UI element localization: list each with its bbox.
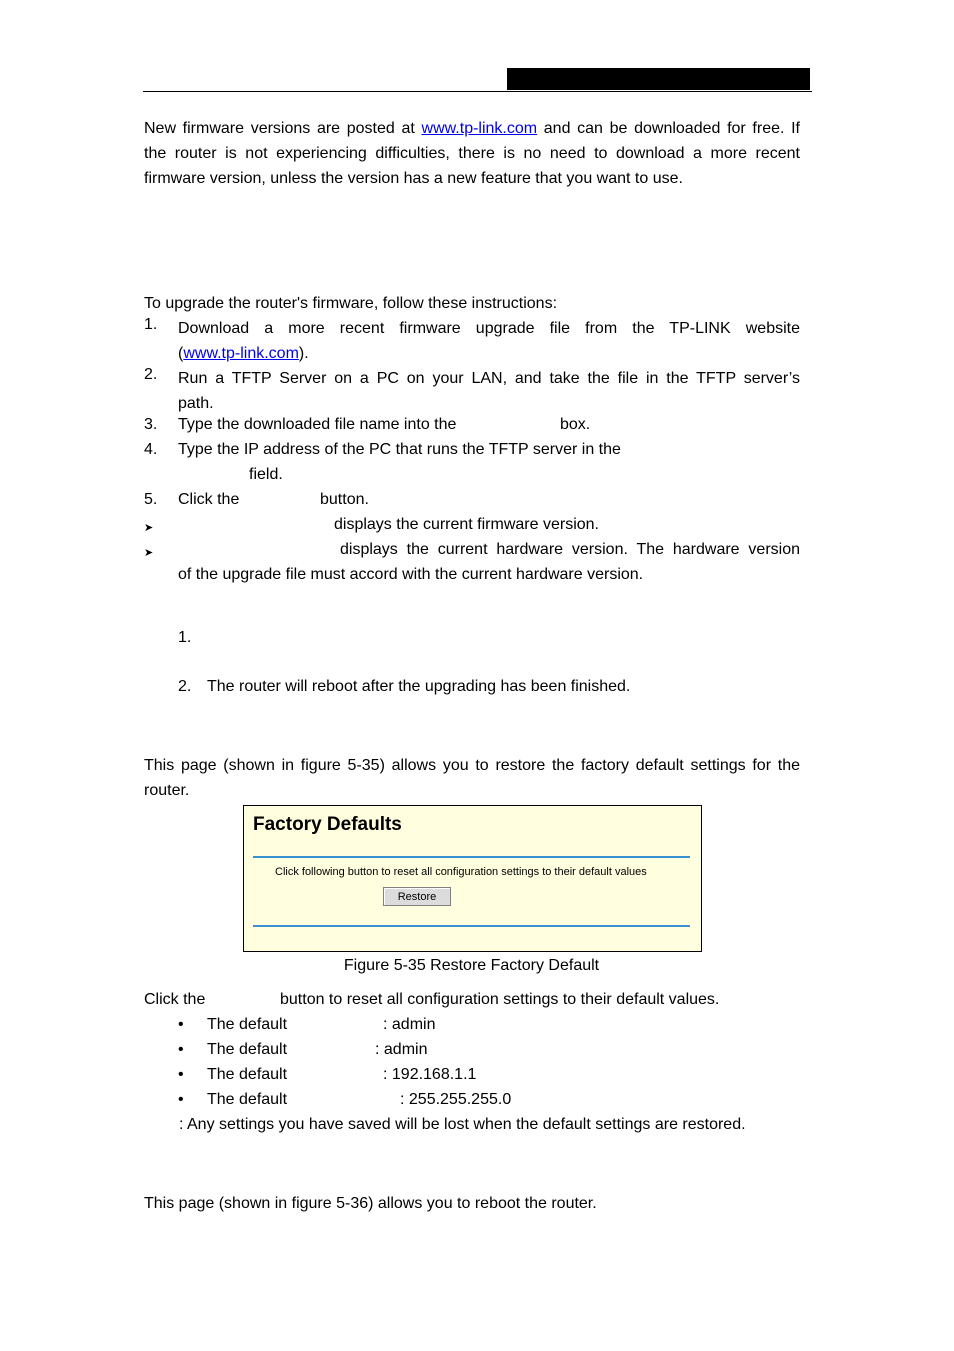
step-5-text: Click the: [178, 491, 240, 508]
step-5-text-end: button.: [320, 491, 369, 508]
bullet-icon: •: [178, 1066, 184, 1083]
step-text: (: [178, 345, 184, 362]
factory-defaults-title: Factory Defaults: [253, 814, 402, 835]
figure-top-rule: [253, 856, 690, 858]
factory-defaults-instruction: Click following button to reset all configuration settings to their default values: [275, 866, 647, 878]
figure-bottom-rule: [253, 925, 690, 927]
step-3-text: Type the downloaded file name into the: [178, 416, 457, 433]
step-4-line-1: Type the IP address of the PC that runs the TFTP server in the: [178, 441, 621, 458]
restore-intro-line-1: This page (shown in figure 5-35) allows you to restore the factory default settings for the: [144, 757, 800, 774]
default-item-value: : 255.255.255.0: [400, 1091, 512, 1108]
step-number: 4.: [144, 441, 158, 458]
header-rule: [143, 91, 812, 92]
step-text: ).: [298, 345, 309, 362]
hardware-version-note-line-2: of the upgrade file must accord with the current hardware version.: [178, 566, 644, 583]
restore-button[interactable]: Restore: [383, 887, 451, 906]
note-2-text: The router will reboot after the upgrading has been finished.: [207, 678, 631, 695]
upgrade-lead: To upgrade the router's firmware, follow these instructions:: [144, 295, 558, 312]
note-number: 1.: [178, 629, 192, 646]
factory-defaults-figure: [243, 805, 702, 952]
intro-line-2: the router is not experiencing difficulties, there is no need to download a more recent: [144, 145, 800, 162]
default-item-label: The default: [207, 1041, 288, 1058]
firmware-version-note: displays the current firmware version.: [334, 516, 599, 533]
step-2-line-2: path.: [178, 395, 214, 412]
step-number: 3.: [144, 416, 158, 433]
intro-text: and can be downloaded for free. If: [537, 120, 801, 137]
figure-caption: Figure 5-35 Restore Factory Default: [343, 957, 600, 974]
step-number: 2.: [144, 366, 158, 383]
default-item-label: The default: [207, 1091, 288, 1108]
step-number: 1.: [144, 316, 158, 333]
restore-intro-line-2: router.: [144, 782, 190, 799]
default-item-value: : admin: [375, 1041, 428, 1058]
intro-line-3: firmware version, unless the version has a new feature that you want to use.: [144, 170, 683, 187]
restore-warning-note: : Any settings you have saved will be lost when the default settings are restored.: [179, 1116, 746, 1133]
step-1-line-1: Download a more recent firmware upgrade file from the TP-LINK website: [178, 320, 800, 337]
arrow-bullet-icon: ➤: [144, 547, 154, 559]
bullet-icon: •: [178, 1016, 184, 1033]
click-restore-text: Click the: [144, 991, 206, 1008]
step-2-line-1: Run a TFTP Server on a PC on your LAN, and take the file in the TFTP server’s: [178, 370, 800, 387]
step-number: 5.: [144, 491, 158, 508]
default-item-value: : admin: [383, 1016, 436, 1033]
bullet-icon: •: [178, 1091, 184, 1108]
intro-text: New firmware versions are posted at: [144, 120, 422, 137]
click-restore-text-end: button to reset all configuration settings to their default values.: [280, 991, 720, 1008]
default-item-label: The default: [207, 1066, 288, 1083]
step-4-line-2: field.: [249, 466, 283, 483]
header-bar: [507, 68, 810, 90]
step-3-text-end: box.: [560, 416, 591, 433]
bullet-icon: •: [178, 1041, 184, 1058]
reboot-intro: This page (shown in figure 5-36) allows you to reboot the router.: [144, 1195, 597, 1212]
default-item-label: The default: [207, 1016, 288, 1033]
step-1-line-2: [178, 341, 800, 366]
default-item-value: : 192.168.1.1: [383, 1066, 477, 1083]
note-number: 2.: [178, 678, 192, 695]
arrow-bullet-icon: ➤: [144, 522, 154, 534]
hardware-version-note-line-1: displays the current hardware version. The hardware version: [340, 541, 800, 558]
tp-link-website-link[interactable]: www.tp-link.com: [183, 345, 299, 362]
tp-link-website-link[interactable]: www.tp-link.com: [421, 120, 538, 137]
intro-line-1: [144, 116, 800, 141]
